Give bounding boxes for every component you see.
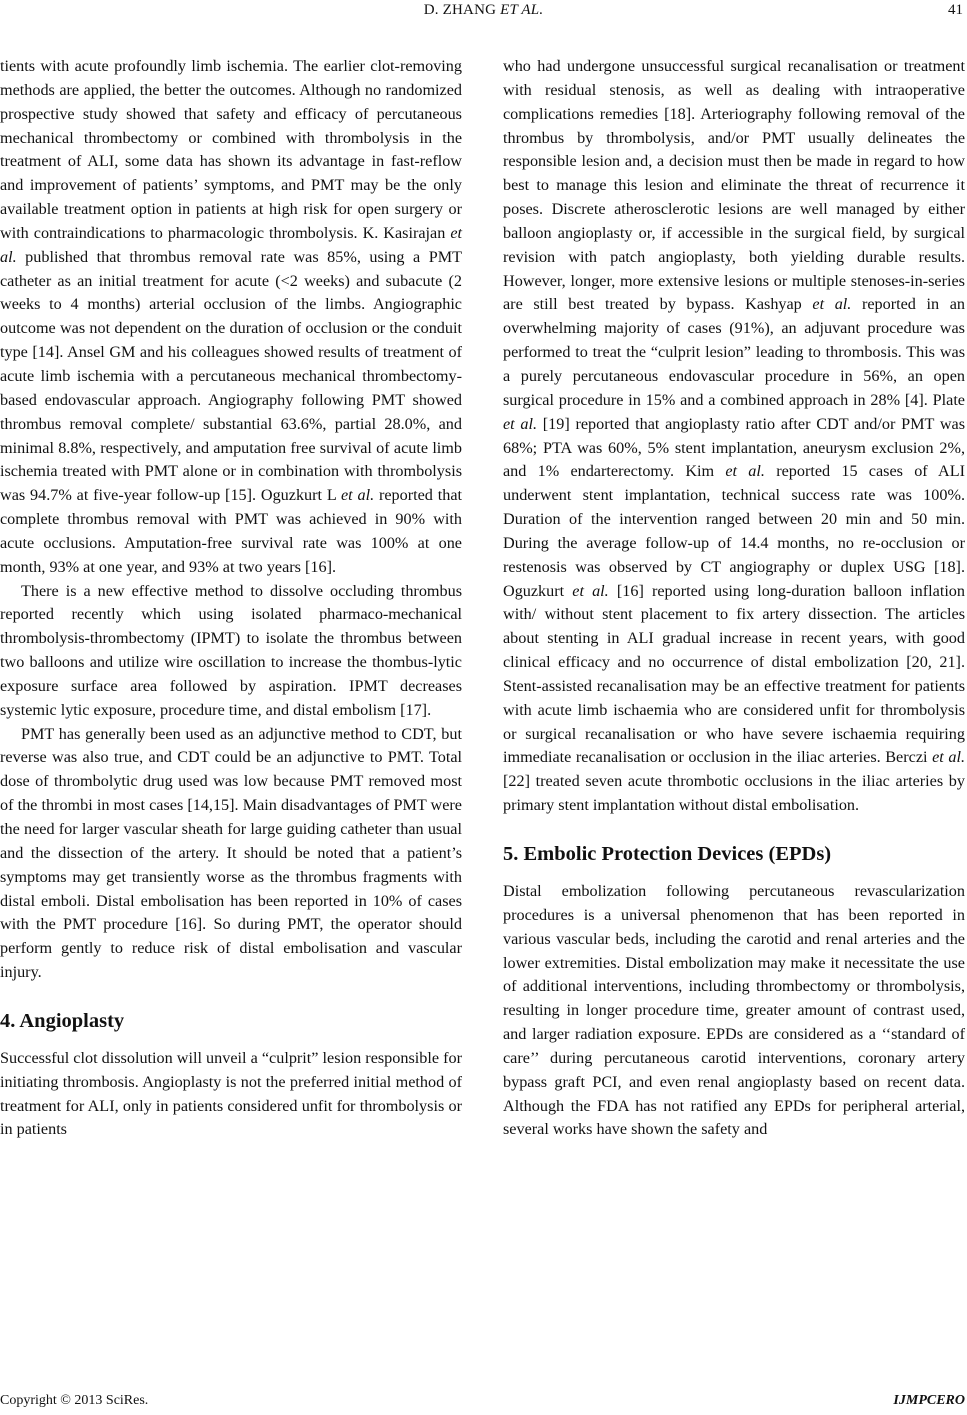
paragraph: Successful clot dissolution will unveil a “culprit” lesion responsible for initiating thrombosis. Angioplasty is not the preferred initial method of treatment for ALI, only in patients considered unfit for thrombolysis or in patients bbox=[0, 1048, 462, 1139]
paragraph bbox=[0, 55, 462, 580]
paragraph bbox=[503, 55, 965, 818]
running-title bbox=[0, 2, 967, 19]
right-column bbox=[503, 55, 965, 1142]
text-run: [19] reported that angioplasty ratio after CDT and/or PMT was 68%; PTA was 60%, 5% stent implantation, aneurysm exclusion 2%, and 1% endarterectomy. Kim bbox=[503, 414, 965, 481]
paragraph: Distal embolization following percutaneous revascularization procedures is a universal phenomenon that has been reported in various vascular beds, including the carotid and renal arteries and the lower extremities. Distal embolization may make it necessitate the use of additional interventions, including thrombectomy or thrombolysis, resulting in longer procedure time, greater amount of contrast used, and larger radiation exposure. EPDs are considered as a ‘‘standard of care’’ during percutaneous carotid interventions, coronary artery bypass graft PCI, and even renal angioplasty based on recent data. Although the FDA has not ratified any EPDs for peripheral arterial, several works have shown the safety and bbox=[503, 882, 965, 1139]
text-run: reported in an overwhelming majority of cases (91%), an adjuvant procedure was performed to treat the “culprit lesion” leading to thrombosis. This was a purely percutaneous endovascular procedure in 56%, an open surgical procedure in 15% and a combined approach in 28% [4]. Plate bbox=[503, 295, 965, 409]
text-run: published that thrombus removal rate was 85%, using a PMT catheter as an initial treatment for acute (<2 weeks) and subacute (2 weeks to 4 months) arterial occlusion of the limbs. Angiographic outcome was not dependent on the duration of occlusion or the conduit type [14]. Ansel GM and his colleagues showed results of treatment of acute limb ischemia with a percutaneous mechanical thrombectomy-based endovascular approach. Angiography following PMT showed thrombus removal complete/ substantial 63.6%, partial 28.0%, and minimal 8.8%, respectively, and amputation free survival of acute limb ischemia treated with PMT alone or in combination with thrombolysis was 94.7% at five-year follow-up [15]. Oguzkurt L bbox=[0, 247, 462, 505]
text-run: [16] reported using long-duration balloon inflation with/ without stent placement to fix artery dissection. The articles about stenting in ALI gradual increase in recent years, with good clinical efficacy and no occurrence of distal embolization [20, 21]. Stent-assisted recanalisation may be an effective treatment for patients with acute limb ischaemia who are considered unfit for thrombolysis or surgical recanalisation or who have severe ischaemia requiring immediate recanalisation or occlusion in the iliac arteries. Berczi bbox=[503, 581, 965, 767]
italic-run: et al. bbox=[503, 414, 538, 433]
header-author: D. ZHANG bbox=[423, 2, 497, 18]
italic-run: et al. bbox=[572, 581, 609, 600]
paragraph: There is a new effective method to dissolve occluding thrombus reported recently which using isolated pharmaco-mechanical thrombolysis-thrombectomy (IPMT) to isolate the thrombus between two balloons and utilize wire oscillation to increase the thombus-lytic exposure surface area followed by aspiration. IPMT decreases systemic lytic exposure, procedure time, and distal embolism [17]. bbox=[0, 581, 462, 719]
page-footer bbox=[0, 1393, 967, 1413]
section-heading: 5. Embolic Protection Devices (EPDs) bbox=[503, 843, 832, 865]
italic-run: et al. bbox=[932, 748, 965, 767]
section-heading: 4. Angioplasty bbox=[0, 1009, 125, 1032]
copyright-notice: Copyright © 2013 SciRes. bbox=[0, 1393, 149, 1408]
text-run: reported 15 cases of ALI underwent stent implantation, technical success rate was 100%. Duration of the intervention ranged between 20 min and 50 min. During the average follow-up of 14.4 months, no re-occlusion or restenosis was observed by CT angiography or duplex USG [18]. Oguzkurt bbox=[503, 462, 966, 600]
italic-run: et al. bbox=[725, 462, 765, 481]
running-header bbox=[0, 0, 967, 24]
italic-run: et al. bbox=[0, 223, 462, 266]
left-column bbox=[0, 55, 462, 1142]
text-run: tients with acute profoundly limb ischemia. The earlier clot-removing methods are applied, the better the outcomes. Although no randomized prospective study showed that safety and efficacy of percutaneous mechanical thrombectomy or combined with thrombolysis in the treatment of ALI, some data has shown its advantage in fast-reflow and improvement of patients’ symptoms, and PMT may be the only available treatment option in patients at high risk for open surgery or with contraindications to pharmacologic thrombolysis. K. Kasirajan bbox=[0, 57, 462, 242]
header-etal: ET AL. bbox=[500, 2, 544, 18]
journal-name: IJMPCERO bbox=[893, 1393, 965, 1408]
paragraph: PMT has generally been used as an adjunctive method to CDT, but reverse was also true, and CDT could be an adjunctive to PMT. Total dose of thrombolytic drug used was low because PMT removed most of the thrombi in most cases [14,15]. Main disadvantages of PMT were the need for larger vascular sheath for large guiding catheter than usual and the dissection of the artery. It should be noted that a patient’s symptoms may get transiently worse as the thrombus fragments with distal emboli. Distal embolisation has been reported in 10% of cases with the PMT procedure [16]. So during PMT, the operator should perform gently to reduce risk of distal embolisation and vascular injury. bbox=[0, 724, 462, 982]
italic-run: et al. bbox=[812, 295, 852, 314]
page-number: 41 bbox=[948, 2, 963, 18]
text-run: reported that complete thrombus removal with PMT was achieved in 90% with acute occlusions. Amputation-free survival rate was 100% at one month, 93% at one year, and 93% at two years [16]. bbox=[0, 486, 462, 576]
text-run: who had undergone unsuccessful surgical recanalisation or treatment with residual stenosis, as well as dealing with intraoperative complications remedies [18]. Arteriography following removal of the thrombus by thrombolysis, and/or PMT usually delineates the responsible lesion and, a decision must then be made in regard to how best to manage this lesion and eliminate the threat of recurrence it poses. Discrete atherosclerotic lesions are well managed by either balloon angioplasty or, if accessible in the surgical field, by surgical revision with patch angioplasty, both yielding durable results. However, longer, more extensive lesions or multiple stenoses-in-series are still best treated by bypass. Kashyap bbox=[503, 57, 965, 314]
italic-run: et al. bbox=[340, 486, 375, 505]
text-run: [22] treated seven acute thrombotic occlusions in the iliac arteries by primary stent implantation without distal embolisation. bbox=[503, 772, 965, 815]
